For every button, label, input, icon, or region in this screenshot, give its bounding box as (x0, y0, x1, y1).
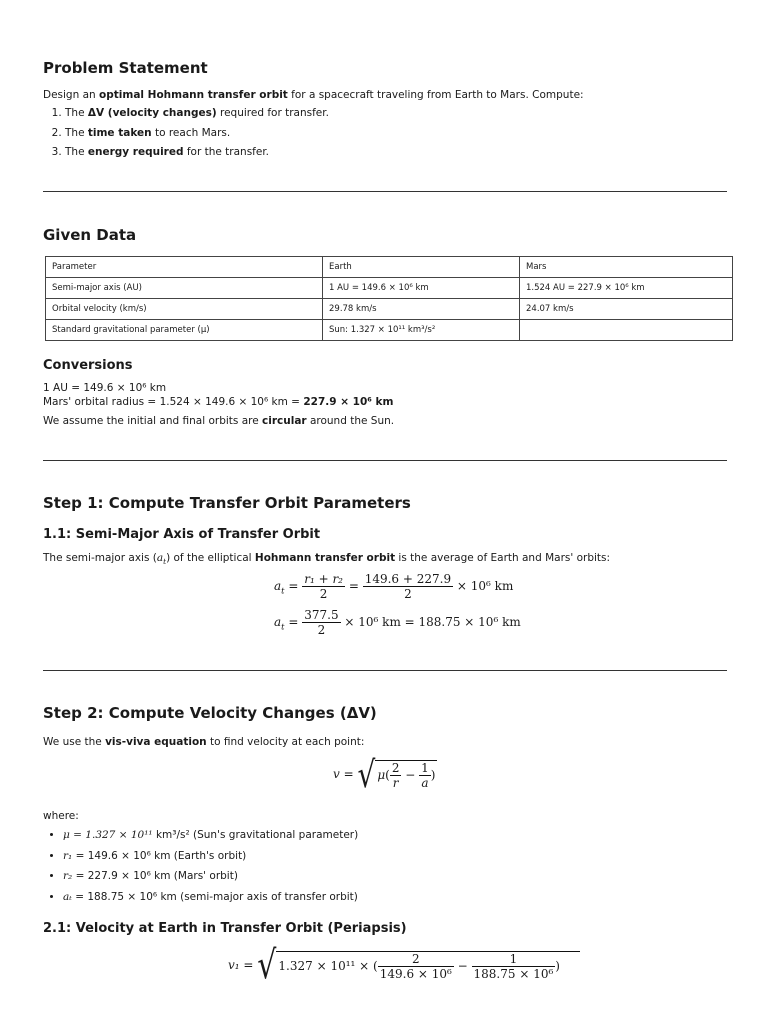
list-item: 1. The ΔV (velocity changes) required for transfer. (65, 104, 329, 124)
list-item: 3. The energy required for the transfer. (65, 143, 329, 163)
table-cell: 1 AU = 149.6 × 10⁶ km (323, 278, 520, 299)
table-header-cell: Earth (323, 257, 520, 278)
equation-v1: v₁ = √ 1.327 × 10¹¹ × ( $\frac{2}{\text{149.6 × 10⁶}}$ − $\frac{1}{\text{188.75 × 10⁶}}$ ) (228, 948, 580, 983)
section-title-given: Given Data (43, 226, 137, 244)
step2-text: We use the vis-viva equation to find velocity at each point: (43, 736, 365, 748)
table-header-cell: Parameter (46, 257, 323, 278)
table-row (46, 278, 733, 299)
section-title-problem: Problem Statement (43, 59, 208, 77)
table-cell: Semi-major axis (AU) (46, 278, 323, 299)
table-row (46, 320, 733, 341)
table-cell: Orbital velocity (km/s) (46, 299, 323, 320)
subsection-title-2-1: 2.1: Velocity at Earth in Transfer Orbit (Periapsis) (43, 921, 407, 936)
equation-transfer-axis-1: $a_t$ = $\frac{\text{r₁ + r₂}}{2}$ = $\frac{149.6 + 227.9}{2}$ × 10⁶ km (274, 572, 514, 601)
equation-transfer-axis-2: $a_t$ = $\frac{377.5}{2}$ × 10⁶ km = 188.75 × 10⁶ km (274, 608, 521, 637)
divider (43, 670, 727, 671)
list-item: • aₜ = 188.75 × 10⁶ km (semi-major axis of transfer orbit) (63, 887, 358, 908)
subsection-title-1-1: 1.1: Semi-Major Axis of Transfer Orbit (43, 527, 321, 542)
given-data-table (45, 256, 733, 341)
divider (43, 460, 727, 461)
list-item: 2. The time taken to reach Mars. (65, 124, 329, 144)
conversion-line-1: 1 AU = 149.6 × 10⁶ km (43, 382, 167, 394)
assumption-text: We assume the initial and final orbits are circular around the Sun. (43, 415, 395, 427)
parameter-list (43, 825, 358, 907)
table-cell: Sun: 1.327 × 10¹¹ km³/s² (323, 320, 520, 341)
table-cell (520, 320, 733, 341)
subsection-title-conversions: Conversions (43, 358, 133, 373)
table-header-cell: Mars (520, 257, 733, 278)
list-item: • r₂ = 227.9 × 10⁶ km (Mars' orbit) (63, 866, 358, 887)
table-header-row (46, 257, 733, 278)
section-title-step1: Step 1: Compute Transfer Orbit Parameters (43, 494, 411, 512)
problem-intro: Design an optimal Hohmann transfer orbit for a spacecraft traveling from Earth to Mars. Compute: (43, 89, 584, 101)
section-title-step2: Step 2: Compute Velocity Changes (ΔV) (43, 704, 377, 722)
table-cell: 24.07 km/s (520, 299, 733, 320)
equation-vis-viva: v = √ μ( $\frac{2}{r}$ − $\frac{1}{a}$ ) (333, 753, 436, 796)
list-item: • r₁ = 149.6 × 10⁶ km (Earth's orbit) (63, 846, 358, 867)
table-cell: Standard gravitational parameter (μ) (46, 320, 323, 341)
table-cell: 29.78 km/s (323, 299, 520, 320)
table-row (46, 299, 733, 320)
list-item: • μ = 1.327 × 10¹¹ km³/s² (Sun's gravitational parameter) (63, 825, 358, 846)
table-cell: 1.524 AU = 227.9 × 10⁶ km (520, 278, 733, 299)
step1-text: The semi-major axis $(a_t)$ of the elliptical Hohmann transfer orbit is the average of Earth and Mars' orbits: (43, 552, 611, 567)
divider (43, 191, 727, 192)
where-label: where: (43, 810, 79, 822)
problem-list (43, 104, 329, 163)
conversion-line-2: Mars' orbital radius = 1.524 × 149.6 × 10⁶ km = 227.9 × 10⁶ km (43, 396, 394, 408)
